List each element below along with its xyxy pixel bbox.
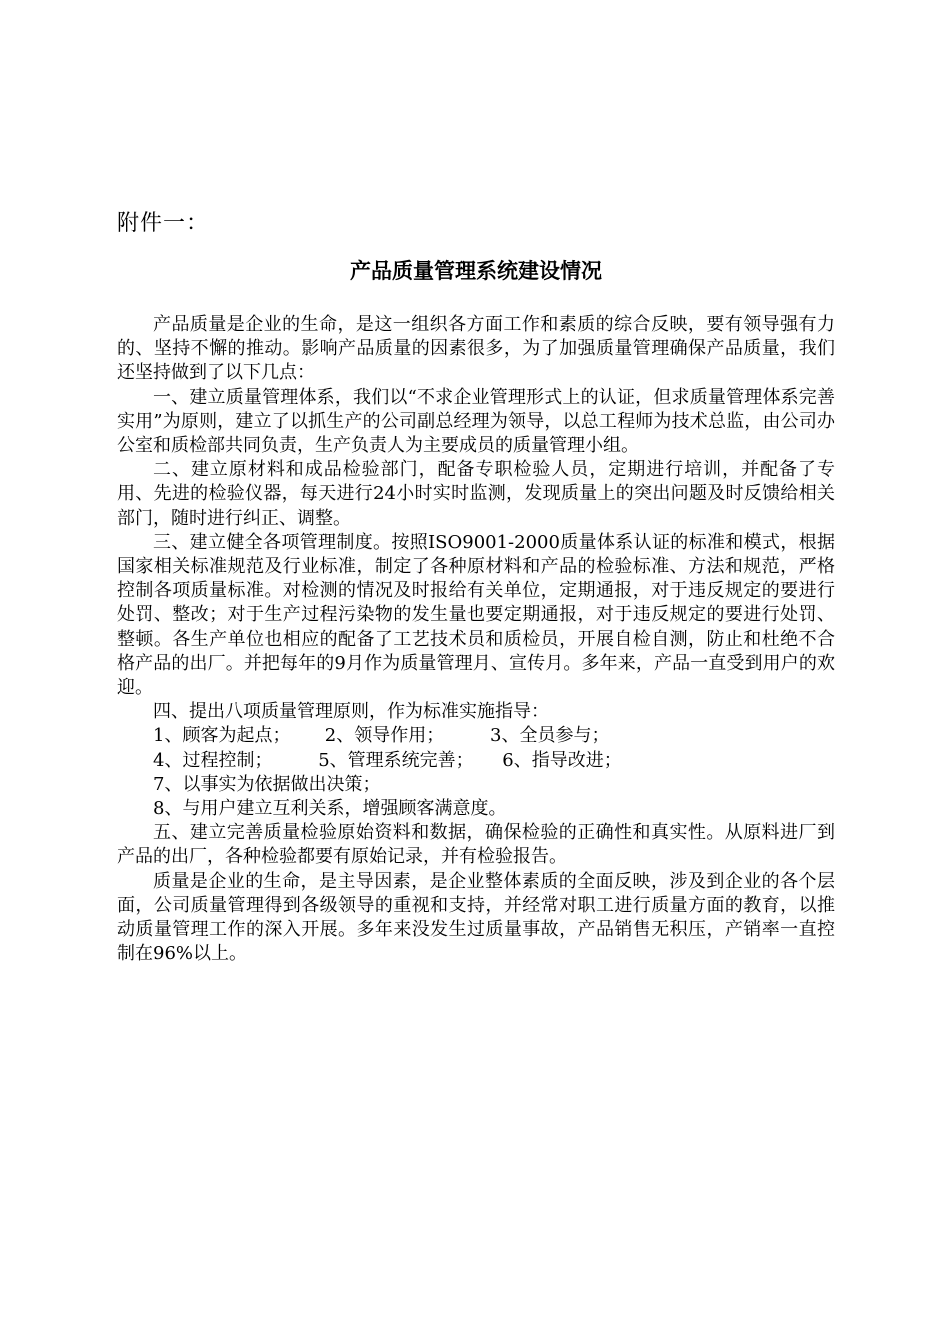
principles-row-4: 8、与用户建立互利关系，增强顾客满意度。: [153, 798, 507, 820]
section-four-heading: 四、提出八项质量管理原则，作为标准实施指导：: [153, 701, 549, 723]
section-five-paragraph: 五、建立完善质量检验原始资料和数据，确保检验的正确性和真实性。从原料进厂到产品的出厂，各种检验都要有原始记录，并有检验报告。: [117, 822, 835, 868]
principles-row-2: 4、过程控制； 5、管理系统完善； 6、指导改进；: [153, 749, 622, 771]
document-title: 产品质量管理系统建设情况: [350, 258, 602, 283]
conclusion-paragraph: 质量是企业的生命，是主导因素，是企业整体素质的全面反映，涉及到企业的各个层面，公司质量管理得到各级领导的重视和支持，并经常对职工进行质量方面的教育，以推动质量管理工作的深入开展。多年来没发生过质量事故，产品销售无积压，产销率一直控制在96%以上。: [117, 870, 835, 965]
section-one-paragraph: 一、建立质量管理体系，我们以“不求企业管理形式上的认证，但求质量管理体系完善实用”为原则，建立了以抓生产的公司副总经理为领导，以总工程师为技术总监，由公司办公室和质检部共同负责，生产负责人为主要成员的质量管理小组。: [117, 386, 835, 457]
attachment-label: 附件一：: [117, 211, 210, 236]
section-two-paragraph: 二、建立原材料和成品检验部门，配备专职检验人员，定期进行培训，并配备了专用、先进的检验仪器，每天进行24小时实时监测，发现质量上的突出问题及时反馈给相关部门，随时进行纠正、调整。: [117, 459, 835, 529]
intro-paragraph: 产品质量是企业的生命，是这一组织各方面工作和素质的综合反映，要有领导强有力的、坚持不懈的推动。影响产品质量的因素很多，为了加强质量管理确保产品质量，我们还坚持做到了以下几点：: [117, 314, 835, 384]
document-body: [117, 313, 835, 966]
principles-row-1: 1、顾客为起点； 2、领导作用； 3、全员参与；: [153, 725, 610, 747]
principles-row-3: 7、以事实为依据做出决策；: [153, 773, 381, 795]
section-three-paragraph: 三、建立健全各项管理制度。按照ISO9001-2000质量体系认证的标准和模式，根据国家相关标准规范及行业标准，制定了各种原材料和产品的检验标准、方法和规范，严格控制各项质量标准。对检测的情况及时报给有关单位，定期通报，对于违反规定的要进行处罚、整改；对于生产过程污染物的发生量也要定期通报，对于违反规定的要进行处罚、整顿。各生产单位也相应的配备了工艺技术员和质检员，开展自检自测，防止和杜绝不合格产品的出厂。并把每年的9月作为质量管理月、宣传月。多年来，产品一直受到用户的欢迎。: [117, 531, 835, 699]
